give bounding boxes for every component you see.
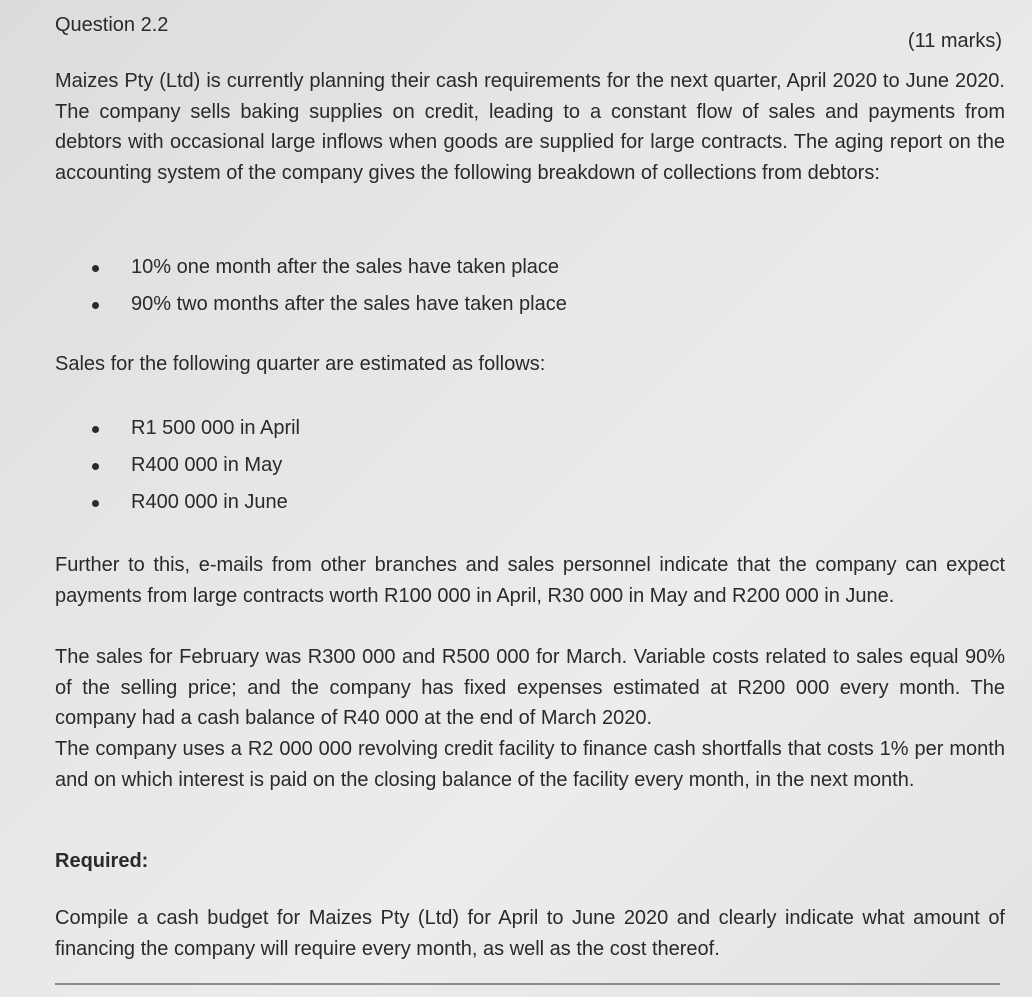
list-item — [55, 410, 955, 447]
divider — [55, 983, 1000, 985]
list-item-text: 90% two months after the sales have taken place — [131, 293, 567, 315]
sales-list — [55, 410, 955, 521]
bullet-icon — [92, 302, 99, 309]
bullet-icon — [92, 463, 99, 470]
costs-paragraph: The sales for February was R300 000 and R500 000 for March. Variable costs related to sales equal 90% of the selling price; and the company has fixed expenses estimated at R200 000 every month. The company had a cash balance of R40 000 at the end of March 2020. — [55, 646, 1005, 729]
list-item — [55, 447, 955, 484]
list-item-text: 10% one month after the sales have taken place — [131, 256, 560, 278]
sales-intro: Sales for the following quarter are estimated as follows: — [55, 353, 546, 375]
list-item-text: R1 500 000 in April — [131, 417, 301, 439]
question-marks: (11 marks) — [907, 30, 1002, 52]
collections-list — [55, 249, 955, 323]
bullet-icon — [92, 500, 99, 507]
bullet-icon — [92, 426, 99, 433]
list-item — [55, 484, 955, 521]
list-item-text: R400 000 in June — [131, 491, 288, 513]
required-text: Compile a cash budget for Maizes Pty (Ltd) for April to June 2020 and clearly indicate what amount of financing the company will require every month, as well as the cost thereof. — [55, 907, 1005, 960]
bullet-icon — [92, 265, 99, 272]
list-item-text: R400 000 in May — [131, 454, 283, 476]
list-item — [55, 286, 955, 323]
required-heading: Required: — [55, 850, 149, 872]
question-header — [55, 10, 1002, 52]
further-paragraph: Further to this, e-mails from other branches and sales personnel indicate that the company can expect payments from large contracts worth R100 000 in April, R30 000 in May and R200 000 in June. — [55, 554, 1005, 607]
list-item — [55, 249, 955, 286]
question-title: Question 2.2 — [55, 14, 169, 36]
intro-paragraph: Maizes Pty (Ltd) is currently planning their cash requirements for the next quarter, April 2020 to June 2020. The company sells baking supplies on credit, leading to a constant flow of sales and payments from debtors with occasional large inflows when goods are supplied for large contracts. The aging report on the accounting system of the company gives the following breakdown of collections from debtors: — [55, 70, 1005, 184]
credit-paragraph: The company uses a R2 000 000 revolving credit facility to finance cash shortfalls that costs 1% per month and on which interest is paid on the closing balance of the facility every month, in the next month. — [55, 738, 1005, 791]
